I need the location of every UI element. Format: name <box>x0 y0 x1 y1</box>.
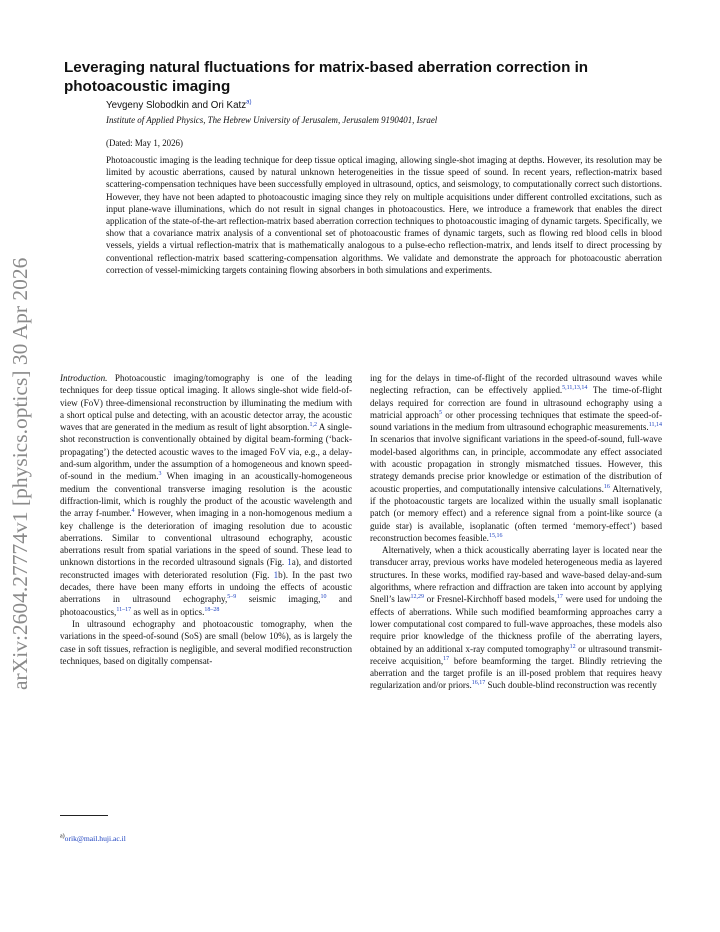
footnote-divider <box>60 815 108 816</box>
citation-link[interactable]: 16,17 <box>471 680 486 687</box>
text-run: When imaging in an acoustically-homogeneous medium the conventional transverse imaging resolution is the acoustic diffraction-limit, which is roughly the product of the acoustic wavelength and the array f-number. <box>60 471 352 519</box>
citation-link[interactable]: 17 <box>443 655 450 662</box>
section-heading: Introduction. <box>60 373 108 383</box>
footnote-mark: a) <box>60 833 65 840</box>
text-run: In scenarios that involve significant variations in the speed-of-sound, full-wave model-based algorithms can, in principle, accommodate any effect associated with acoustic propagation in strongly mismatched tissues. However, this strategy demands precise prior knowledge or estimation of the distribution of acoustic properties, and computationally intensive calculations. <box>370 434 662 494</box>
text-run: before beamforming the target. Blindly retrieving the aberration and the target profile is an ill-posed problem that requires heavy regularization and/or priors. <box>370 655 662 691</box>
citation-link[interactable]: 16 <box>603 483 610 490</box>
citation-link[interactable]: 12 <box>569 643 576 650</box>
figure-link[interactable]: 1 <box>287 557 292 568</box>
paragraph <box>60 618 352 667</box>
text-run: Alternatively, if the photoacoustic targets are localized within the usually small isoplanatic patch (or memory effect) and a reference signal from a point-like source (a guide star) is available, isoplanatic (often termed ‘memory-effect’) based reconstruction becomes feasible. <box>370 483 663 543</box>
text-run: In ultrasound echography and photoacoustic tomography, when the variations in the speed-of-sound (SoS) are small (below 10%), as is largely the case in soft tissues, refraction is negligible, and several modified reconstruction techniques, based on digitally compensat- <box>60 618 352 666</box>
citation-link[interactable]: 4 <box>131 508 135 515</box>
citation-link[interactable]: 15,16 <box>488 532 503 539</box>
left-column <box>60 372 352 667</box>
citation-link[interactable]: 3 <box>158 471 162 478</box>
citation-link[interactable]: 18–28 <box>204 606 220 613</box>
abstract: Photoacoustic imaging is the leading technique for deep tissue optical imaging, allowing single-shot imaging at depths. However, its resolution may be limited by acoustic aberrations, caused by natural unknown heterogeneities in the tissue speed of sound. In recent years, reflection-matrix based scattering-compensation techniques have been successfully employed in ultrasound, optics, and seismology, to computationally correct such distortions. However, they have not been adapted to photoacoustic imaging since they rely on multiple acquisitions under different controlled excitations, such as input plane-wave illuminations, which do not result in signal changes in photoacoustics. Here, we introduce a framework that enables the direct application of the state-of-the-art reflection-matrix based aberration correction techniques to photoacoustic imaging of dynamic targets. Specifically, we show that a covariance matrix analysis of a conventional set of photoacoustic frames of dynamic targets, such as flowing red blood cells in blood vessels, yields a virtual reflection-matrix that is mathematically analogous to a pulse-echo reflection-matrix, and lends itself to direct processing by conventional reflection-matrix based scattering-compensation algorithms. We validate and demonstrate the approach for photoacoustic aberration correction of vessel-mimicking targets containing flowing absorbers in both simulations and experiments. <box>106 155 662 275</box>
citation-link[interactable]: 11–17 <box>116 606 132 613</box>
text-run: Such double-blind reconstruction was recently <box>485 680 657 691</box>
text-run: or Fresnel-Kirchhoff based models, <box>424 594 557 605</box>
text-run: b). In the past two decades, there have been many efforts in undoing the effects of acoustic aberrations in ultrasound echography, <box>60 569 352 605</box>
text-run: The time-of-flight delays required for correction are found in ultrasound echography using a matricial approach <box>370 385 662 420</box>
footnote <box>60 834 126 843</box>
right-column <box>370 372 662 692</box>
date-line: (Dated: May 1, 2026) <box>106 138 183 148</box>
paragraph <box>370 544 662 692</box>
citation-link[interactable]: 5,11,13,14 <box>562 385 588 392</box>
author-names: Yevgeny Slobodkin and Ori Katz <box>106 100 247 111</box>
arxiv-sidebar <box>0 170 60 770</box>
citation-link[interactable]: 12,29 <box>410 594 425 601</box>
text-run: as well as in optics. <box>131 606 205 617</box>
citation-link[interactable]: 5 <box>438 409 442 416</box>
text-run: Photoacoustic imaging/tomography is one of the leading techniques for deep tissue optical imaging. It allows single-shot wide field-of-view (FoV) three-dimensional reconstruction by illuminating the medium with a short optical pulse and detecting, with an acoustic detector array, the acoustic waves that are generated in the medium as result of light absorption. <box>60 373 352 433</box>
text-run: a), and distorted reconstructed images with deteriorated resolution (Fig. <box>60 557 352 580</box>
text-run: or other processing techniques that estimate the speed-of-sound variations in the medium from ultrasound echographic measurements. <box>370 409 662 433</box>
affiliation: Institute of Applied Physics, The Hebrew University of Jerusalem, Jerusalem 9190401, Israel <box>106 115 438 125</box>
citation-link[interactable]: 5–9 <box>227 594 237 601</box>
citation-link[interactable]: 17 <box>556 594 563 601</box>
citation-link[interactable]: 1,2 <box>309 422 317 429</box>
paper-title: Leveraging natural fluctuations for matrix-based aberration correction in photoacoustic imaging <box>64 59 589 95</box>
arxiv-stamp: arXiv:2604.27774v1 [physics.optics] 30 Apr 2026 <box>8 257 32 690</box>
citation-link[interactable]: 11,14 <box>648 422 662 429</box>
text-run: or ultrasound transmit-receive acquisition, <box>370 643 662 666</box>
paragraph <box>60 372 352 618</box>
text-run: were used for undoing the effects of aberrations. While such modified beamforming approaches carry a lower computational cost compared to full-wave approaches, these models also require prior knowledge of the thickness profile of the aberrating layers, obtained by an additional x-ray computed tomography <box>370 594 662 654</box>
authors <box>106 100 252 111</box>
text-run: seismic imaging, <box>236 594 321 605</box>
paragraph <box>370 372 662 544</box>
figure-link[interactable]: 1 <box>273 569 279 580</box>
author-footnote-mark[interactable]: a) <box>246 99 252 106</box>
text-run: Alternatively, when a thick acoustically aberrating layer is located near the transducer array, previous works have modeled heterogeneous media as layered structures. In these works, modified ray-based and wave-based delay-and-sum algorithms, where refraction and diffraction are taken into account by applying Snell’s law <box>370 545 662 605</box>
text-run: and photoacoustics, <box>60 594 352 617</box>
author-email-link[interactable]: orik@mail.huji.ac.il <box>64 834 126 843</box>
citation-link[interactable]: 10 <box>320 594 327 601</box>
text-run: A single-shot reconstruction is conventionally obtained by digital beam-forming (‘back-propagating’) the detected acoustic waves to the imaged FoV via, e.g., a delay-and-sum algorithm, under the assumption of a homogeneous and known speed-of-sound in the medium. <box>60 422 352 482</box>
text-run: However, when imaging in a non-homogenous medium a key challenge is the deterioration of imaging resolution due to acoustic aberrations. Similar to conventional ultrasound echography, acoustic aberrations result from spatial variations in the speed of sound. These lead to unknown distortions in the recorded ultrasound signals (Fig. <box>60 508 352 568</box>
text-run: ing for the delays in time-of-flight of the recorded ultrasound waves while neglecting refraction, can be effectively applied. <box>370 373 662 396</box>
